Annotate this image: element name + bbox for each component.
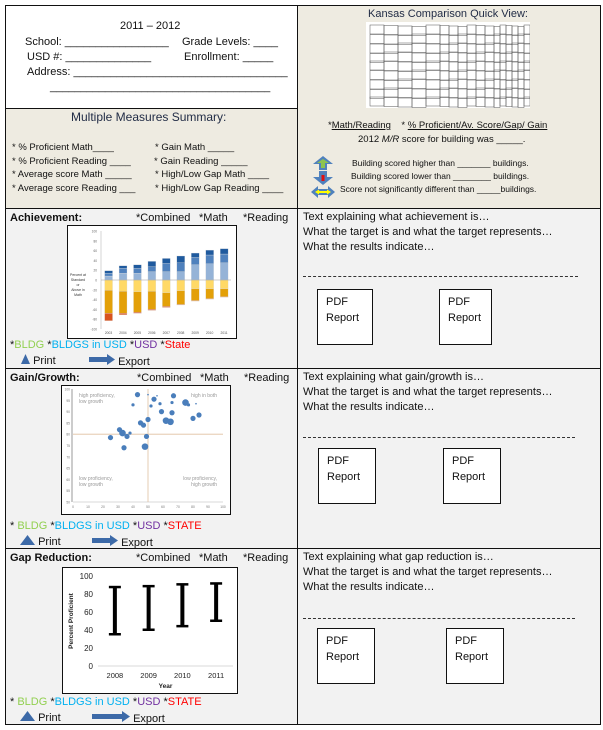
x-tick-label: 50 <box>146 505 150 509</box>
scatter-point <box>151 397 156 402</box>
y-axis <box>71 389 73 502</box>
bar-segment <box>119 291 127 313</box>
legend-usd[interactable]: USD <box>137 520 161 532</box>
bar-segment <box>177 256 185 263</box>
summary-left-4: * Average score Reading ___ <box>12 183 136 194</box>
y-tick-label: 60 <box>93 249 97 254</box>
scatter-point <box>167 418 174 425</box>
x-tick-label: 2011 <box>220 331 228 335</box>
y-tick-label: 95 <box>66 398 70 403</box>
chart-svg <box>63 568 236 692</box>
filter-reading[interactable]: *Reading <box>243 552 289 564</box>
export-arrow-icon <box>92 711 130 722</box>
measure-selector[interactable]: % Proficient/Av. Score/Gap/ Gain <box>407 120 548 131</box>
scatter-point <box>169 410 174 415</box>
explanation-line: Text explaining what achievement is… <box>303 211 490 223</box>
export-arrow-icon <box>92 535 118 546</box>
bar-segment <box>220 289 228 297</box>
bar-segment <box>191 265 199 280</box>
quadrant-annotation: high proficiency, low growth <box>79 393 115 405</box>
bar-segment <box>220 280 228 289</box>
export-button[interactable] <box>92 535 153 549</box>
usd-field[interactable]: USD #: ______________ <box>27 51 152 63</box>
y-tick-label: 65 <box>66 466 70 471</box>
x-tick-label: 2006 <box>148 331 156 335</box>
scatter-point <box>144 434 149 439</box>
pdf-report-button[interactable]: PDF Report <box>446 628 504 684</box>
scatter-point <box>196 412 201 417</box>
scatter-point <box>170 401 173 404</box>
bullet: * <box>160 520 168 532</box>
scatter-point <box>190 416 195 421</box>
x-tick-label: 2004 <box>119 331 127 335</box>
comparison-legend <box>10 696 202 708</box>
grade-levels-field[interactable]: Grade Levels: ____ <box>182 36 279 48</box>
filter-combined[interactable]: *Combined <box>136 552 191 564</box>
section-title: Gap Reduction: <box>10 552 92 564</box>
y-tick-label: -100 <box>90 327 97 332</box>
summary-right-4: * High/Low Gap Reading ____ <box>155 183 284 194</box>
pdf-report-button[interactable]: PDF Report <box>443 448 501 504</box>
bullet: * <box>10 520 18 532</box>
export-label: Export <box>133 713 165 725</box>
summary-left-2: * % Proficient Reading ____ <box>12 156 131 167</box>
scatter-point <box>121 445 126 450</box>
scatter-point <box>135 392 140 397</box>
print-button[interactable] <box>20 711 61 724</box>
scatter-point <box>171 393 176 398</box>
bar-segment <box>119 268 127 273</box>
print-triangle-icon <box>20 535 35 545</box>
bullet: * <box>10 339 15 351</box>
math-reading-selector[interactable]: Math/Reading <box>331 120 391 131</box>
bar-segment <box>148 272 156 280</box>
y-tick-label: 60 <box>84 608 93 617</box>
range-bar <box>176 583 188 627</box>
bullet: * <box>160 696 168 708</box>
address-field[interactable]: Address: ___________________________________ <box>27 66 288 78</box>
y-axis-label: Percent Proficient <box>68 593 75 649</box>
legend-higher: Building scored higher than _______ buildings. <box>352 158 529 168</box>
y-tick-label: 80 <box>84 590 93 599</box>
section-chart <box>62 567 238 694</box>
bar-segment <box>134 292 142 313</box>
x-tick-label: 2009 <box>191 331 199 335</box>
print-triangle-icon <box>20 711 35 721</box>
address-line-2[interactable]: ____________________________________ <box>50 81 271 93</box>
divider <box>303 618 575 619</box>
y-tick-label: 40 <box>93 258 97 263</box>
export-button[interactable] <box>89 354 150 368</box>
bar-segment <box>134 273 142 280</box>
school-year: 2011 – 2012 <box>120 20 181 32</box>
down-arrow-icon <box>313 171 333 185</box>
legend-bldg[interactable]: BLDG <box>17 696 48 708</box>
scatter-point <box>158 402 161 405</box>
print-button[interactable] <box>21 354 56 367</box>
bullet: * <box>47 520 55 532</box>
divider <box>303 276 578 277</box>
double-arrow-icon <box>311 186 335 198</box>
score-line-pre: 2012 <box>358 134 382 145</box>
legend-usd[interactable]: USD <box>137 696 161 708</box>
legend-bldgs-in-usd[interactable]: BLDGS in USD <box>51 339 127 351</box>
filter-math[interactable]: *Math <box>199 212 228 224</box>
bar-segment <box>162 306 170 307</box>
bar-segment <box>191 280 199 289</box>
section-chart <box>61 385 231 515</box>
bar-segment <box>162 280 170 293</box>
bar-segment <box>177 280 185 291</box>
explanation-line: What the results indicate… <box>303 581 435 593</box>
y-tick-label: 100 <box>79 572 93 581</box>
x-tick-label: 2008 <box>106 671 124 680</box>
x-tick-label: 2011 <box>208 671 225 680</box>
bullet: * <box>129 696 138 708</box>
bar-segment <box>220 263 228 280</box>
x-tick-label: 2005 <box>133 331 142 335</box>
scatter-point <box>195 403 197 405</box>
summary-left-1: * % Proficient Math____ <box>12 142 114 153</box>
bullet: * <box>157 339 165 351</box>
filter-math[interactable]: *Math <box>199 552 228 564</box>
bar-segment <box>134 312 142 313</box>
print-label: Print <box>38 536 61 548</box>
x-tick-label: 60 <box>161 505 165 509</box>
x-tick-label: 0 <box>72 505 74 509</box>
bar-segment <box>206 289 214 299</box>
pdf-report-button[interactable]: PDF Report <box>317 628 375 684</box>
enrollment-field[interactable]: Enrollment: _____ <box>184 51 274 63</box>
chart-svg <box>62 386 229 513</box>
filter-combined[interactable]: *Combined <box>136 212 191 224</box>
x-tick-label: 2007 <box>162 331 170 335</box>
y-tick-label: 100 <box>64 387 70 392</box>
y-tick-label: 70 <box>66 455 70 460</box>
school-field[interactable]: School: _________________ <box>25 36 169 48</box>
bar-segment <box>177 263 185 272</box>
legend-usd[interactable]: USD <box>134 339 158 351</box>
bar-segment <box>119 280 127 291</box>
summary-left-3: * Average score Math _____ <box>12 169 132 180</box>
pdf-report-button[interactable]: PDF Report <box>439 289 492 345</box>
y-tick-label: 80 <box>93 239 97 244</box>
legend-bldg[interactable]: BLDG <box>14 339 45 351</box>
scatter-point <box>147 394 149 396</box>
y-tick-label: 20 <box>84 644 93 653</box>
x-tick-label: 30 <box>116 505 120 509</box>
bar-segment <box>220 254 228 263</box>
quick-view-selectors: *Math/Reading * % Proficient/Av. Score/Gap/ Gain <box>328 120 548 131</box>
summary-right-3: * High/Low Gap Math ____ <box>155 169 270 180</box>
bar-segment <box>134 265 142 268</box>
bar-segment <box>105 271 113 273</box>
comparison-legend <box>10 520 202 532</box>
print-triangle-icon <box>21 354 30 364</box>
y-tick-label: 55 <box>66 489 70 494</box>
x-tick-label: 80 <box>191 505 195 509</box>
bullet: * <box>10 696 18 708</box>
explanation-line: What the target is and what the target represents… <box>303 226 553 238</box>
explanation-line: Text explaining what gap reduction is… <box>303 551 494 563</box>
y-tick-label: 85 <box>66 421 70 426</box>
filter-combined[interactable]: *Combined <box>137 372 192 384</box>
section-title: Achievement: <box>10 212 83 224</box>
print-label: Print <box>33 355 56 367</box>
bar-segment <box>105 280 113 290</box>
legend-state[interactable]: STATE <box>167 520 202 532</box>
bar-segment <box>162 258 170 263</box>
explanation-line: What the target is and what the target represents… <box>303 566 553 578</box>
y-tick-label: -40 <box>92 298 97 303</box>
y-tick-label: -60 <box>92 307 97 312</box>
print-button[interactable] <box>20 535 61 548</box>
kansas-map[interactable] <box>366 22 530 108</box>
x-tick-label: 2010 <box>174 671 191 680</box>
up-arrow-icon <box>313 156 333 170</box>
quadrant-annotation: low proficiency, high growth <box>183 476 217 488</box>
bar-segment <box>206 250 214 255</box>
legend-not-different: Score not significantly different than _____buildings. <box>340 184 537 194</box>
explanation-line: What the results indicate… <box>303 241 435 253</box>
scatter-point <box>187 403 190 406</box>
explanation-line: Text explaining what gain/growth is… <box>303 371 484 383</box>
filter-reading[interactable]: *Reading <box>243 212 289 224</box>
explanation-line: What the results indicate… <box>303 401 435 413</box>
legend-bldgs-in-usd[interactable]: BLDGS in USD <box>54 520 130 532</box>
quadrant-annotation: low proficiency, low growth <box>79 476 113 488</box>
y-axis-label: Percent at Standard or Above in Math <box>70 273 86 297</box>
y-tick-label: 60 <box>66 477 70 482</box>
y-tick-label: -20 <box>92 288 97 293</box>
bar-segment <box>148 309 156 310</box>
bar-segment <box>191 289 199 301</box>
section-chart <box>67 225 237 339</box>
bar-segment <box>220 249 228 254</box>
legend-bldgs-in-usd[interactable]: BLDGS in USD <box>54 696 130 708</box>
y-tick-label: 80 <box>66 432 70 437</box>
range-bar <box>109 586 121 636</box>
bullet: * <box>129 520 138 532</box>
summary-right-2: * Gain Reading _____ <box>154 156 248 167</box>
bar-segment <box>105 313 113 320</box>
score-line-subject: M/R <box>381 134 400 145</box>
x-tick-label: 100 <box>220 505 226 509</box>
bar-segment <box>119 266 127 268</box>
range-bar <box>210 582 222 622</box>
y-tick-label: 50 <box>66 500 70 505</box>
legend-lower: Building scored lower than ________ buildings. <box>351 171 530 181</box>
y-tick-label: 0 <box>95 278 97 283</box>
kansas-district-map-icon <box>366 22 530 108</box>
bullet: * <box>126 339 135 351</box>
x-tick-label: 70 <box>176 505 180 509</box>
bar-segment <box>177 291 185 305</box>
filter-reading[interactable]: *Reading <box>244 372 290 384</box>
summary-title: Multiple Measures Summary: <box>71 110 227 124</box>
filter-math[interactable]: *Math <box>200 372 229 384</box>
quadrant-annotation: high in both <box>191 393 217 399</box>
pdf-report-button[interactable]: PDF Report <box>318 448 376 504</box>
scatter-point <box>131 403 134 406</box>
bar-segment <box>206 280 214 289</box>
comparison-legend-icons <box>310 155 336 199</box>
scatter-point <box>159 409 164 414</box>
scatter-point <box>142 443 149 450</box>
section-title: Gain/Growth: <box>10 372 80 384</box>
score-line-post: score for building was _____. <box>399 134 526 145</box>
bar-segment <box>134 280 142 292</box>
bar-segment <box>148 280 156 291</box>
bar-segment <box>105 276 113 280</box>
chart-svg <box>68 226 235 337</box>
bar-segment <box>191 253 199 257</box>
bar-segment <box>148 267 156 272</box>
y-tick-label: -80 <box>92 317 97 322</box>
bullet: * <box>47 696 55 708</box>
bar-segment <box>119 273 127 280</box>
x-tick-label: 2008 <box>177 331 185 335</box>
legend-state[interactable]: STATE <box>167 696 202 708</box>
explanation-line: What the target is and what the target represents… <box>303 386 553 398</box>
range-bar <box>143 585 155 631</box>
y-tick-label: 0 <box>88 662 93 671</box>
x-tick-label: 90 <box>206 505 210 509</box>
export-button[interactable] <box>92 711 165 725</box>
y-tick-label: 100 <box>91 229 97 234</box>
scatter-point <box>149 404 152 407</box>
bar-segment <box>105 273 113 276</box>
x-tick-label: 40 <box>131 505 135 509</box>
y-tick-label: 20 <box>93 268 97 273</box>
scatter-point <box>128 431 131 434</box>
bar-segment <box>162 293 170 307</box>
pdf-report-button[interactable]: PDF Report <box>317 289 373 345</box>
export-label: Export <box>121 537 153 549</box>
x-tick-label: 2010 <box>205 331 214 335</box>
legend-state[interactable]: State <box>164 339 191 351</box>
scatter-point <box>156 395 158 397</box>
x-tick-label: 2009 <box>140 671 157 680</box>
x-tick-label: 2003 <box>104 331 113 335</box>
bar-segment <box>148 261 156 266</box>
bar-segment <box>134 268 142 273</box>
comparison-legend <box>10 339 190 351</box>
summary-right-1: * Gain Math _____ <box>155 142 235 153</box>
export-label: Export <box>118 356 150 368</box>
bar-segment <box>206 255 214 264</box>
bar-segment <box>162 263 170 271</box>
y-tick-label: 90 <box>66 410 70 415</box>
bar-segment <box>206 264 214 280</box>
bar-segment <box>191 257 199 264</box>
scatter-point <box>141 423 146 428</box>
bar-segment <box>177 272 185 280</box>
print-label: Print <box>38 712 61 724</box>
y-tick-label: 40 <box>84 626 93 635</box>
export-arrow-icon <box>89 354 115 365</box>
quick-view-title: Kansas Comparison Quick View: <box>368 8 528 20</box>
bar-segment <box>162 272 170 280</box>
legend-bldg[interactable]: BLDG <box>17 520 48 532</box>
bullet: * <box>44 339 52 351</box>
score-line <box>358 134 525 145</box>
bar-segment <box>119 313 127 314</box>
bar-segment <box>148 291 156 309</box>
scatter-point <box>108 435 113 440</box>
bar-segment <box>105 290 113 313</box>
y-tick-label: 75 <box>66 444 70 448</box>
divider <box>303 437 575 438</box>
scatter-point <box>145 417 150 422</box>
x-tick-label: 10 <box>86 505 90 509</box>
scatter-point <box>124 434 129 439</box>
x-tick-label: 20 <box>101 505 105 509</box>
x-axis-label: Year <box>158 683 173 690</box>
